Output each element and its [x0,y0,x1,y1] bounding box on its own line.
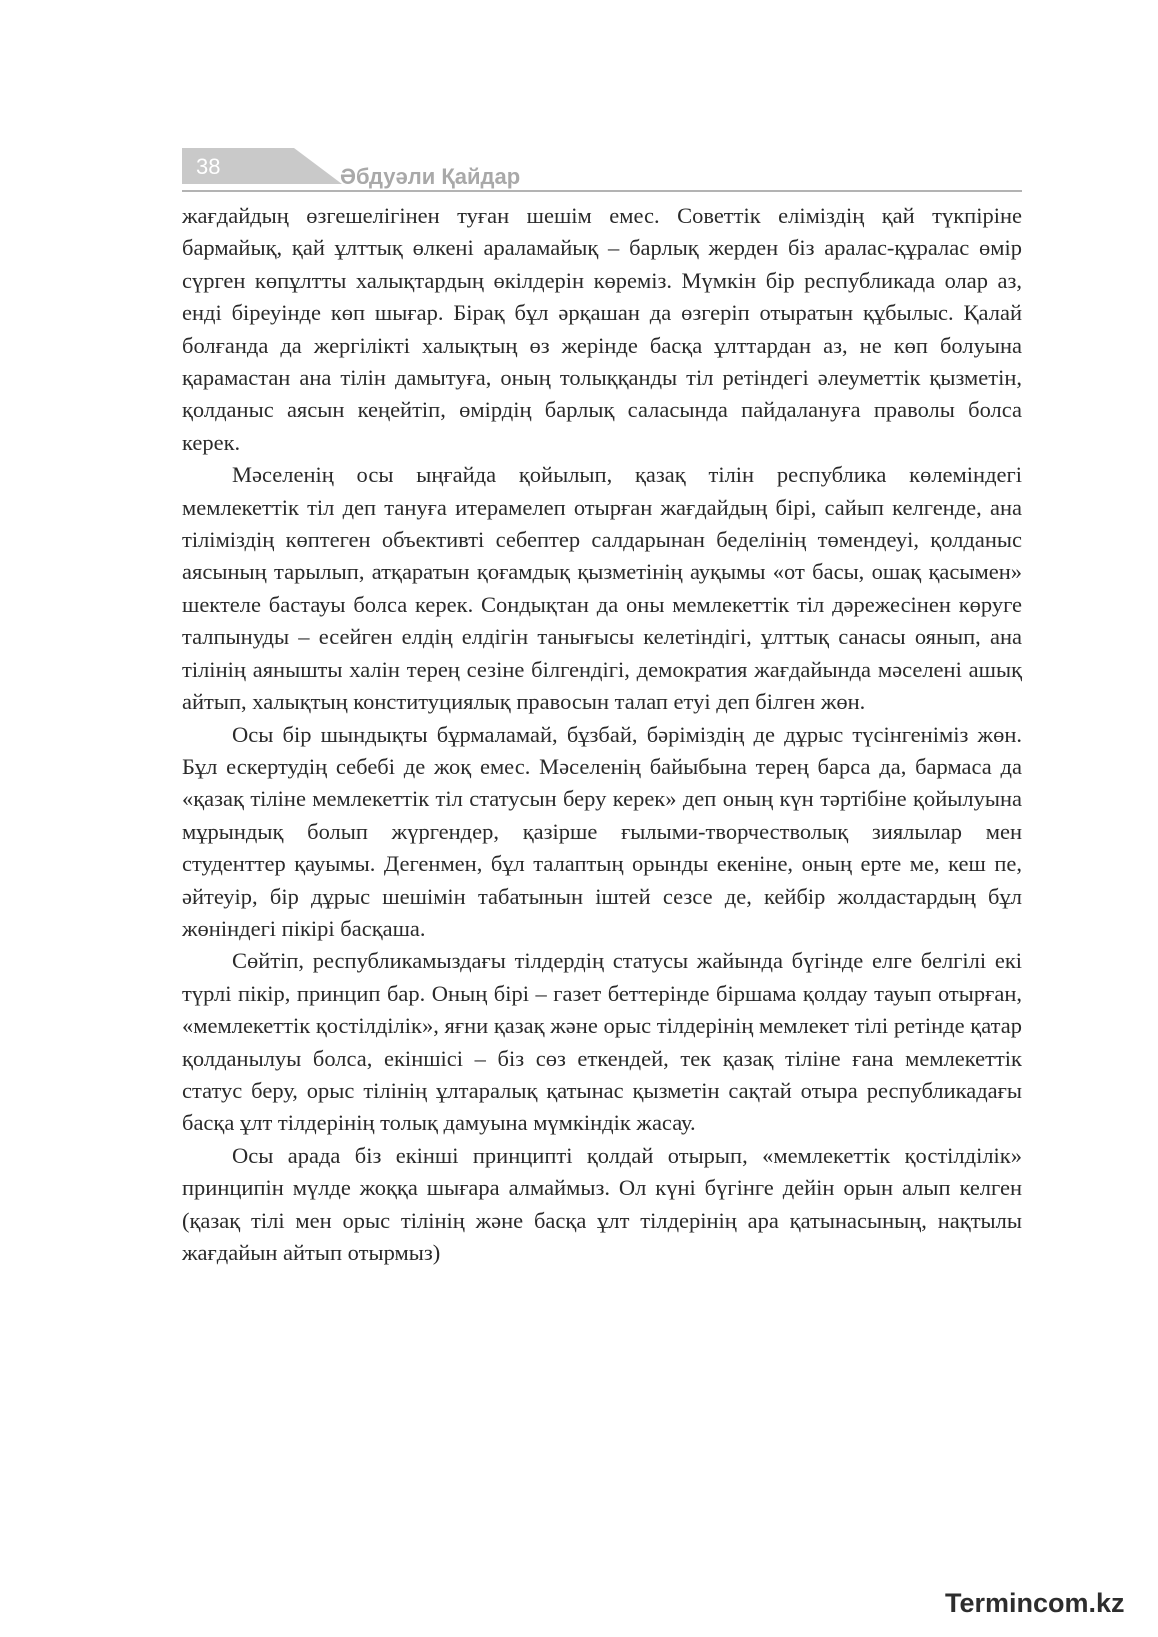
page-header [182,148,1022,194]
paragraph-continued: жағдайдың өзгешелігінен туған шешім емес. Советтік еліміздің қай түкпіріне бармайық, қай ұлттық өлкені араламайық – барлық жерден біз аралас-құралас өмір сүрген көпұлтты халықтардың өкілдерін көреміз. Мүмкін бір республикада олар аз, енді біреуінде көп шығар. Бірақ бұл әрқашан да өзгеріп отыратын құбылыс. Қалай болғанда да жергілікті халықтың өз жерінде басқа ұлттардан аз, не көп болуына қарамастан ана тілін дамытуға, оның толыққанды тіл ретіндегі әлеуметтік қызметін, қолданыс аясын кеңейтіп, өмірдің барлық саласында пайдалануға праволы болса керек. [182,203,1022,455]
page-number: 38 [196,154,221,179]
paragraph: Осы арада біз екінші принципті қолдай отырып, «мемлекеттік қостілділік» принципін мүлде жоққа шығара алмаймыз. Ол күні бүгінге дейін орын алып келген (қазақ тілі мен орыс тілінің және басқа ұлт тілдерінің ара қатынасының, нақтылы жағдайын айтып отырмыз) [182,1142,1022,1265]
paragraph: Сөйтіп, республикамыздағы тілдердің статусы жайында бүгінде елге белгілі екі түрлі пікір, принцип бар. Оның бірі – газет беттерінде біршама қолдау тауып отырған, «мемлекеттік қостілділік», яғни қазақ және орыс тілдерінің мемлекет тілі ретінде қатар қолданылуы болса, екіншісі – біз сөз еткендей, тек қазақ тіліне ғана мемлекеттік статус беру, орыс тілінің ұлтаралық қатынас қызметін сақтай отыра республикадағы басқа ұлт тілдерінің толық дамуына мүмкіндік жасау. [182,948,1022,1136]
paragraph: Осы бір шындықты бұрмаламай, бұзбай, бәріміздің де дұрыс түсінгеніміз жөн. Бұл ескертудің себебі де жоқ емес. Мәселенің байыбына терең барса да, бармаса да «қазақ тіліне мемлекеттік тіл статусын беру керек» деп оның күн тәртібіне қойылуына мұрындық болып жүргендер, қазірше ғылыми-творчестволық зиялылар мен студенттер қауымы. Дегенмен, бұл талаптың орынды екеніне, оның ерте ме, кеш пе, әйтеуір, бір дұрыс шешімін табатынын іштей сезсе де, кейбір жолдастардың бұл жөніндегі пікірі басқаша. [182,721,1022,941]
header-rule [182,190,1022,192]
paragraph: Мәселенің осы ыңғайда қойылып, қазақ тілін республика көлеміндегі мемлекеттік тіл деп тануға итерамелеп отырған жағдайдың бірі, сайып келгенде, ана тіліміздің көптеген объективті себептер салдарынан беделінің төмендеуі, қолданыс аясының тарылып, атқаратын қоғамдық қызметінің ауқымы «от басы, ошақ қасымен» шектеле бастауы болса керек. Сондықтан да оны мемлекеттік тіл дәрежесінен көруге талпынуды – есейген елдің елдігін танығысы келетіндігі, ұлттық санасы оянып, ана тілінің аянышты халін терең сезіне білгендігі, демократия жағдайында мәселені ашық айтып, халықтың конституциялық правосын талап етуі деп білген жөн. [182,462,1022,715]
running-head-author: Әбдуәли Қайдар [340,164,521,189]
site-watermark: Termincom.kz [945,1588,1125,1618]
body-text [182,200,1022,1269]
